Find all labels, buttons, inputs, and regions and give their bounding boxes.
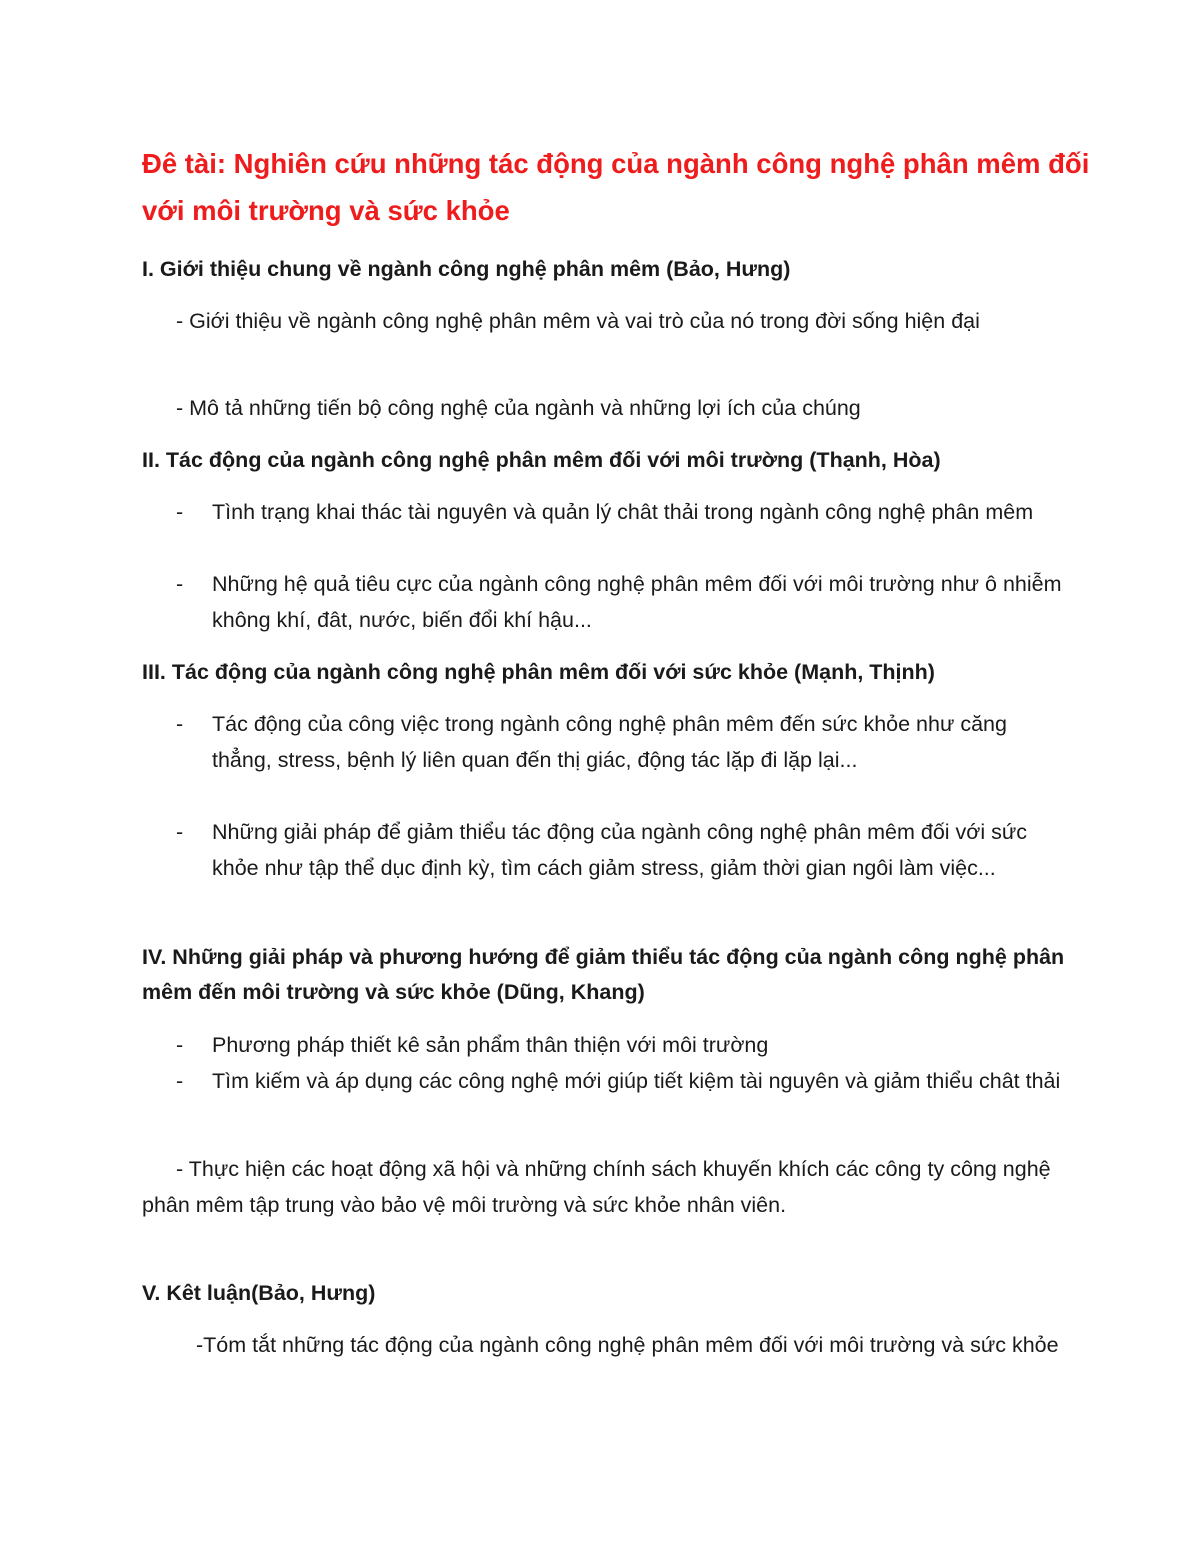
section-3-list-item-2 <box>142 814 1062 886</box>
list-dash: - <box>176 712 184 736</box>
document-title: Đê tài: Nghiên cứu những tác động của ngành công nghệ phân mêm đối với môi trường và sức khỏe <box>142 148 1090 226</box>
list-item-text: Những giải pháp để giảm thiểu tác động của ngành công nghệ phân mêm đối với sức khỏe như tập thể dục định kỳ, tìm cách giảm stress, giảm thời gian ngôi làm việc... <box>212 820 1028 880</box>
list-dash: - <box>176 572 184 596</box>
section-2-list-item-2 <box>142 566 1062 638</box>
list-item-text: Những hệ quả tiêu cực của ngành công nghệ phân mêm đối với môi trường như ô nhiễm không khí, đât, nước, biến đổi khí hậu... <box>212 572 1062 632</box>
section-1-paragraph-1: - Giới thiệu về ngành công nghệ phân mêm và vai trò của nó trong đời sống hiện đại <box>176 309 980 333</box>
section-heading-2: II. Tác động của ngành công nghệ phân mêm đối với môi trường (Thạnh, Hòa) <box>142 448 941 472</box>
section-heading-5: V. Kêt luận(Bảo, Hưng) <box>142 1281 376 1305</box>
section-4-paragraph-1: - Thực hiện các hoạt động xã hội và những chính sách khuyến khích các công ty công nghệ phân mêm tập trung vào bảo vệ môi trường và sức khỏe nhân viên. <box>142 1157 1051 1217</box>
section-heading-4: IV. Những giải pháp và phương hướng để giảm thiểu tác động của ngành công nghệ phân mêm đến môi trường và sức khỏe (Dũng, Khang) <box>142 945 1065 1004</box>
list-dash: - <box>176 1033 184 1057</box>
section-3-list-item-1 <box>142 706 1062 778</box>
section-4-list-item-1 <box>142 1027 1062 1063</box>
section-heading-3: III. Tác động của ngành công nghệ phân mêm đối với sức khỏe (Mạnh, Thịnh) <box>142 660 935 684</box>
section-heading-1: I. Giới thiệu chung về ngành công nghệ phân mêm (Bảo, Hưng) <box>142 257 791 281</box>
list-item-text: Tìm kiếm và áp dụng các công nghệ mới giúp tiết kiệm tài nguyên và giảm thiểu chât thải <box>212 1069 1061 1093</box>
section-4-list-item-2 <box>142 1063 1062 1099</box>
section-1-paragraph-2: - Mô tả những tiến bộ công nghệ của ngành và những lợi ích của chúng <box>176 396 861 420</box>
list-item-text: Tác động của công việc trong ngành công nghệ phân mêm đến sức khỏe như căng thẳng, stress, bệnh lý liên quan đến thị giác, động tác lặp đi lặp lại... <box>212 712 1007 772</box>
section-5-paragraph-1: -Tóm tắt những tác động của ngành công nghệ phân mêm đối với môi trường và sức khỏe <box>196 1333 1059 1357</box>
list-dash: - <box>176 820 184 844</box>
list-dash: - <box>176 500 184 524</box>
list-item-text: Tình trạng khai thác tài nguyên và quản lý chât thải trong ngành công nghệ phân mêm <box>212 500 1034 524</box>
list-dash: - <box>176 1069 184 1093</box>
section-2-list-item-1 <box>142 494 1062 530</box>
list-item-text: Phương pháp thiết kê sản phẩm thân thiện với môi trường <box>212 1033 769 1057</box>
